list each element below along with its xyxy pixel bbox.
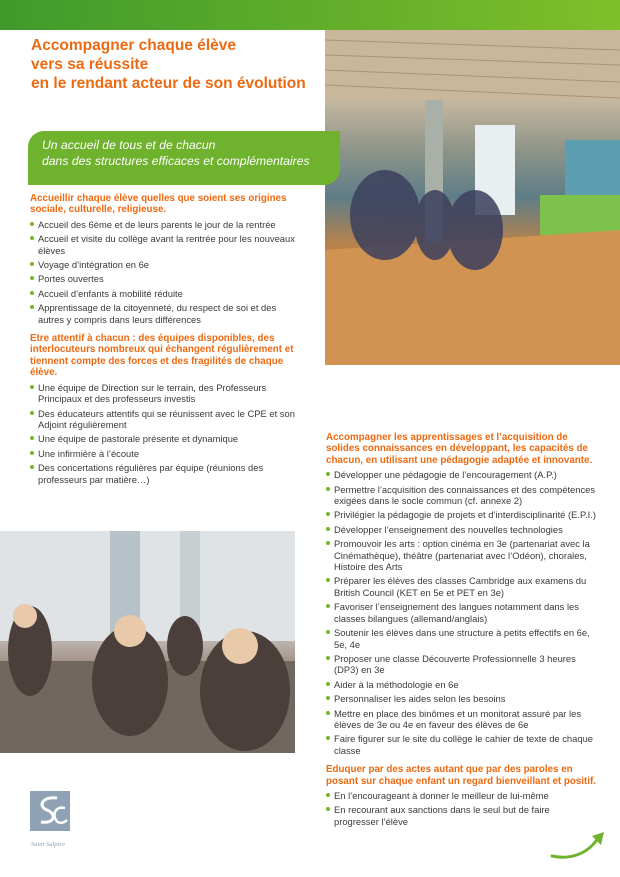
section-banner: [28, 131, 340, 185]
page-title: [31, 36, 321, 93]
section-heading-welcome: Accueillir chaque élève quelles que soient ses origines sociale, culturelle, religieuse.: [30, 193, 287, 216]
title-line-2: vers sa réussite: [31, 56, 149, 73]
educate-list: [326, 790, 596, 827]
list-item: Des concertations régulières par équipe (réunions des professeurs par matière…): [30, 462, 304, 485]
section-heading-educate: Eduquer par des actes autant que par des paroles en posant sur chaque enfant un regard bienveillant et positif.: [326, 764, 596, 787]
attentive-list: [30, 382, 304, 485]
list-item: Des éducateurs attentifs qui se réunissent avec le CPE et son Adjoint régulièrement: [30, 408, 304, 431]
list-item: Apprentissage de la citoyenneté, du respect de soi et des autres y compris dans leurs différences: [30, 302, 304, 325]
next-arrow-icon: [550, 828, 606, 862]
list-item: Promouvoir les arts : option cinéma en 3e (partenariat avec la Cinémathèque), théâtre (partenariat avec l’Odéon), chorales, Histoire des Arts: [326, 538, 596, 572]
list-item: Favoriser l’enseignement des langues notamment dans les classes bilangues (allemand/anglais): [326, 601, 596, 624]
students-photo: [0, 531, 295, 753]
list-item: Faire figurer sur le site du collège le cahier de texte de chaque classe: [326, 733, 596, 756]
list-item: Développer l’enseignement des nouvelles technologies: [326, 524, 596, 535]
list-item: Privilégier la pédagogie de projets et d’interdisciplinarité (E.P.I.): [326, 509, 596, 520]
section-heading-learning: Accompagner les apprentissages et l’acquisition de solides connaissances en développant, les capacités de chacun, en utilisant une pédagogie adaptée et innovante.: [326, 432, 593, 466]
list-item: Mettre en place des binômes et un monitorat assuré par les élèves de 3e ou 4e en faveur des élèves de 6e: [326, 708, 596, 731]
left-column: [30, 193, 304, 493]
svg-text:Saint Sulpice: Saint Sulpice: [31, 841, 66, 848]
list-item: Permettre l’acquisition des connaissances et des compétences exigées dans le socle commun (cf. annexe 2): [326, 484, 596, 507]
list-item: Aider à la méthodologie en 6e: [326, 679, 596, 690]
banner-line-2: dans des structures efficaces et complémentaires: [42, 154, 310, 168]
list-item: Une équipe de Direction sur le terrain, des Professeurs Principaux et des professeurs investis: [30, 382, 304, 405]
title-line-3: en le rendant acteur de son évolution: [31, 75, 306, 92]
banner-line-1: Un accueil de tous et de chacun: [42, 138, 216, 152]
top-green-bar: [0, 0, 620, 30]
list-item: Accueil et visite du collège avant la rentrée pour les nouveaux élèves: [30, 233, 304, 256]
list-item: Portes ouvertes: [30, 273, 304, 284]
school-hall-photo: [325, 30, 620, 365]
list-item: En recourant aux sanctions dans le seul but de faire progresser l’élève: [326, 804, 596, 827]
list-item: Proposer une classe Découverte Professionnelle 3 heures (DP3) en 3e: [326, 653, 596, 676]
list-item: Accueil des 6ème et de leurs parents le jour de la rentrée: [30, 219, 304, 230]
learning-list: [326, 469, 596, 756]
list-item: Une infirmière à l’écoute: [30, 448, 304, 459]
list-item: Accueil d’enfants à mobilité réduite: [30, 288, 304, 299]
list-item: Soutenir les élèves dans une structure à petits effectifs en 6e, 5e, 4e: [326, 627, 596, 650]
list-item: Une équipe de pastorale présente et dynamique: [30, 433, 304, 444]
list-item: Préparer les élèves des classes Cambridge aux examens du British Council (KET en 5e et PET en 3e): [326, 575, 596, 598]
school-logo: [27, 788, 79, 850]
list-item: Développer une pédagogie de l’encouragement (A.P.): [326, 469, 596, 480]
list-item: Personnaliser les aides selon les besoins: [326, 693, 596, 704]
section-heading-attentive: Etre attentif à chacun : des équipes disponibles, des interlocuteurs nombreux qui échangent régulièrement et tiennent compte des forces et des fragilités de chaque élève.: [30, 333, 294, 379]
list-item: En l’encourageant à donner le meilleur de lui-même: [326, 790, 596, 801]
welcome-list: [30, 219, 304, 325]
title-line-1: Accompagner chaque élève: [31, 37, 237, 54]
list-item: Voyage d’intégration en 6e: [30, 259, 304, 270]
right-column: [326, 432, 596, 835]
